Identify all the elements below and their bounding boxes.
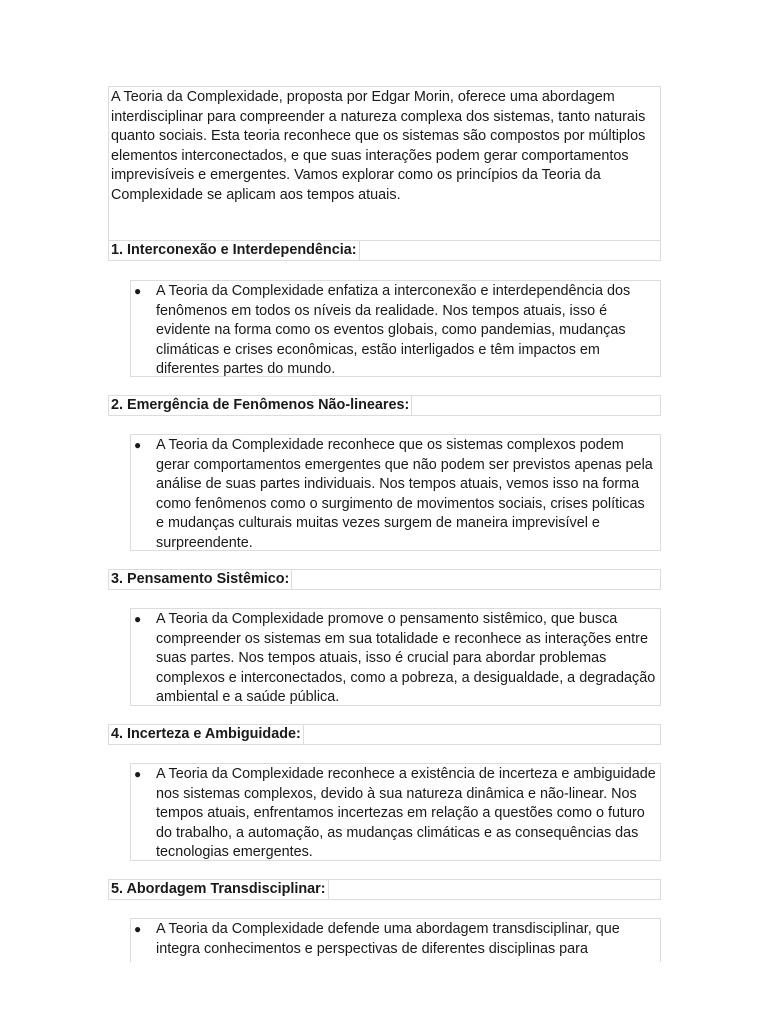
- heading-fill: [412, 395, 661, 416]
- bullet-icon: ●: [134, 438, 142, 452]
- section-heading: 5. Abordagem Transdisciplinar:: [108, 879, 329, 900]
- section-heading: 2. Emergência de Fenômenos Não-lineares:: [108, 395, 412, 416]
- heading-fill: [292, 569, 661, 590]
- bullet-icon: ●: [134, 922, 142, 936]
- list-item-text: A Teoria da Complexidade promove o pensamento sistêmico, que busca compreender os sistemas em sua totalidade e reconhece as interações entre suas partes. Nos tempos atuais, isso é crucial para abordar problemas complexos e interconectados, como a pobreza, a desigualdade, a degradação ambiental e a saúde pública.: [156, 611, 656, 705]
- section-1-heading-row: [108, 240, 661, 261]
- section-5-list-item: [130, 918, 661, 962]
- section-3-list-item: [130, 608, 661, 706]
- bullet-icon: ●: [134, 284, 142, 298]
- section-5-heading-row: [108, 879, 661, 900]
- section-3-heading-row: [108, 569, 661, 590]
- bullet-icon: ●: [134, 767, 142, 781]
- section-4-list-item: [130, 763, 661, 861]
- section-1-list-item: [130, 280, 661, 377]
- heading-fill: [329, 879, 661, 900]
- list-item-text: A Teoria da Complexidade enfatiza a interconexão e interdependência dos fenômenos em todos os níveis da realidade. Nos tempos atuais, isso é evidente na forma como os eventos globais, como pandemias, mudanças climáticas e crises econômicas, estão interligados e têm impactos em diferentes partes do mundo.: [156, 283, 631, 377]
- document-page: [108, 86, 661, 962]
- list-item-text: A Teoria da Complexidade reconhece que os sistemas complexos podem gerar comportamentos emergentes que não podem ser previstos apenas pela análise de suas partes individuais. Nos tempos atuais, vemos isso na forma como fenômenos como o surgimento de movimentos sociais, crises políticas e mudanças culturais muitas vezes surgem de maneira imprevisível e surpreendente.: [156, 437, 653, 551]
- heading-fill: [360, 240, 661, 261]
- section-4-heading-row: [108, 724, 661, 745]
- heading-fill: [304, 724, 661, 745]
- bullet-icon: ●: [134, 612, 142, 626]
- list-item-text: A Teoria da Complexidade defende uma abordagem transdisciplinar, que integra conhecimentos e perspectivas de diferentes disciplinas para: [156, 921, 620, 957]
- section-heading: 4. Incerteza e Ambiguidade:: [108, 724, 304, 745]
- intro-text: A Teoria da Complexidade, proposta por Edgar Morin, oferece uma abordagem interdisciplinar para compreender a natureza complexa dos sistemas, tanto naturais quanto sociais. Esta teoria reconhece que os sistemas são compostos por múltiplos elementos interconectados, e que suas interações podem gerar comportamentos imprevisíveis e emergentes. Vamos explorar como os princípios da Teoria da Complexidade se aplicam aos tempos atuais.: [111, 89, 646, 203]
- intro-paragraph: [108, 86, 661, 241]
- section-2-list-item: [130, 434, 661, 551]
- section-heading: 1. Interconexão e Interdependência:: [108, 240, 360, 261]
- list-item-text: A Teoria da Complexidade reconhece a existência de incerteza e ambiguidade nos sistemas complexos, devido à sua natureza dinâmica e não-linear. Nos tempos atuais, enfrentamos incertezas em relação a questões como o futuro do trabalho, a automação, as mudanças climáticas e as consequências das tecnologias emergentes.: [156, 766, 656, 860]
- section-2-heading-row: [108, 395, 661, 416]
- section-heading: 3. Pensamento Sistêmico:: [108, 569, 292, 590]
